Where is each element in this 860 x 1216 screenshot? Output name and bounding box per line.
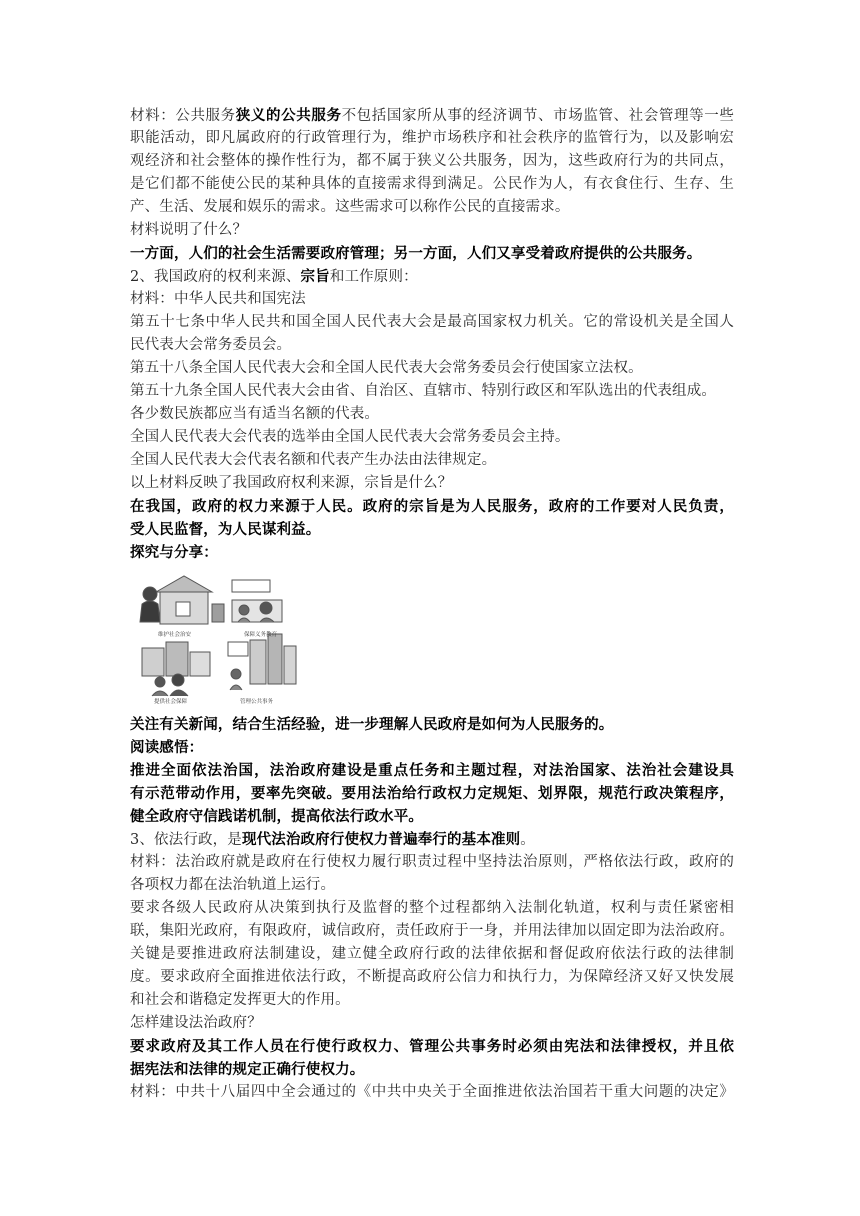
police-officer-icon — [143, 587, 157, 601]
answer-3-line-2: 据宪法和法律的规定正确行使权力。 — [130, 1061, 365, 1078]
caption-social-security: 提供社会保障 — [154, 699, 188, 705]
answer-2-line-1: 在我国，政府的权力来源于人民。政府的宗旨是为人民服务，政府的工作要对人民负责， — [130, 498, 734, 515]
material-3-line-5: 关键是要推进政府法制建设，建立健全政府行政的法律依据和督促政府依法行政的法律制 — [130, 946, 734, 962]
material-2-title: 材料：中华人民共和国宪法 — [130, 291, 306, 307]
article-57-line-2: 民代表大会常务委员会。 — [130, 337, 292, 353]
narrow-public-service-term: 狭义的公共服务 — [235, 107, 342, 124]
explore-heading: 探究与分享： — [130, 544, 218, 561]
material-public-service-line-2: 职能活动，即凡属政府的行政管理行为，维护市场秩序和社会秩序的监管行为，以及影响宏 — [130, 130, 734, 146]
caption-public-affairs: 管理公共事务 — [240, 699, 274, 705]
material-public-service-line-3: 观经济和社会整体的操作性行为，都不属于狭义公共服务，因为，这些政府行为的共同点， — [130, 153, 734, 169]
material-3-line-1: 材料：法治政府就是政府在行使权力履行职责过程中坚持法治原则，严格依法行政，政府的 — [130, 854, 734, 870]
caption-compulsory-education: 保障义务教育 — [244, 632, 278, 638]
illustration-svg — [132, 570, 302, 706]
section-3-prefix: 3、依法行政，是 — [130, 832, 242, 848]
material-3-line-4: 联，集阳光政府，有限政府，诚信政府，责任政府于一身，并用法律加以固定即为法治政府。 — [130, 923, 734, 939]
answer-2-line-2: 受人民监督，为人民谋利益。 — [130, 521, 321, 538]
article-59-line-4: 全国人民代表大会代表名额和代表产生办法由法律规定。 — [130, 452, 497, 468]
material-public-service-line-1 — [130, 104, 734, 127]
material-public-service-line-5: 产、生活、发展和娱乐的需求。这些需求可以称作公民的直接需求。 — [130, 199, 570, 215]
material-text: 不包括国家所从事的经济调节、市场监管、社会管理等一些 — [341, 108, 734, 124]
material-3-line-3: 要求各级人民政府从决策到执行及监督的整个过程都纳入法制化轨道，权利与责任紧密相 — [130, 900, 734, 916]
section-2-bold: 宗旨 — [300, 268, 330, 285]
material-4: 材料：中共十八届四中全会通过的《中共中央关于全面推进依法治国若干重大问题的决定》 — [130, 1084, 734, 1100]
section-2-suffix: 和工作原则： — [329, 269, 418, 285]
section-3-bold: 现代法治政府行使权力普遍奉行的基本准则 — [241, 831, 521, 848]
caption-public-security: 维护社会治安 — [158, 632, 192, 638]
question-1: 材料说明了什么？ — [130, 222, 248, 238]
article-59-line-1: 第五十九条全国人民代表大会由省、自治区、直辖市、特别行政区和军队选出的代表组成。 — [130, 383, 716, 399]
question-2: 以上材料反映了我国政府权利来源，宗旨是什么？ — [130, 475, 453, 491]
material-public-service-line-4: 是它们都不能使公民的某种具体的直接需求得到满足。公民作为人，有衣食住行、生存、生 — [130, 176, 734, 192]
article-58: 第五十八条全国人民代表大会和全国人民代表大会常务委员会行使国家立法权。 — [130, 360, 643, 376]
material-3-line-2: 各项权力都在法治轨道上运行。 — [130, 877, 336, 893]
article-59-line-3: 全国人民代表大会代表的选举由全国人民代表大会常务委员会主持。 — [130, 429, 570, 445]
section-3-heading — [130, 828, 734, 851]
material-3-line-6: 度。要求政府全面推进依法行政，不断提高政府公信力和执行力，为保障经济又好又快发展 — [130, 969, 734, 985]
section-3-suffix: 。 — [520, 832, 535, 848]
section-2-prefix: 2、我国政府的权利来源、 — [130, 269, 301, 285]
government-services-illustration — [132, 570, 302, 706]
material-prefix: 材料：公共服务 — [130, 108, 236, 124]
reading-heading: 阅读感悟： — [130, 739, 204, 756]
reading-line-2: 有示范带动作用，要率先突破。要用法治给行政权力定规矩、划界限，规范行政决策程序， — [130, 785, 734, 802]
answer-3-line-1: 要求政府及其工作人员在行使行政权力、管理公共事务时必须由宪法和法律授权，并且依 — [130, 1038, 734, 1055]
article-59-line-2: 各少数民族都应当有适当名额的代表。 — [130, 406, 380, 422]
material-3-line-7: 和社会和谐稳定发挥更大的作用。 — [130, 992, 350, 1008]
reading-line-3: 健全政府守信践诺机制，提高依法行政水平。 — [130, 808, 423, 825]
reading-line-1: 推进全面依法治国，法治政府建设是重点任务和主题过程，对法治国家、法治社会建设具 — [130, 762, 734, 779]
question-3: 怎样建设法治政府？ — [130, 1015, 262, 1031]
section-2-heading — [130, 265, 734, 288]
document-page — [130, 104, 734, 1104]
housing-shape — [142, 648, 164, 676]
answer-1: 一方面，人们的社会生活需要政府管理；另一方面，人们又享受着政府提供的公共服务。 — [130, 245, 702, 262]
explore-task: 关注有关新闻，结合生活经验，进一步理解人民政府是如何为人民服务的。 — [130, 716, 614, 733]
city-buildings-shape — [250, 640, 266, 684]
article-57-line-1: 第五十七条中华人民共和国全国人民代表大会是最高国家权力机关。它的常设机关是全国人 — [130, 314, 734, 330]
